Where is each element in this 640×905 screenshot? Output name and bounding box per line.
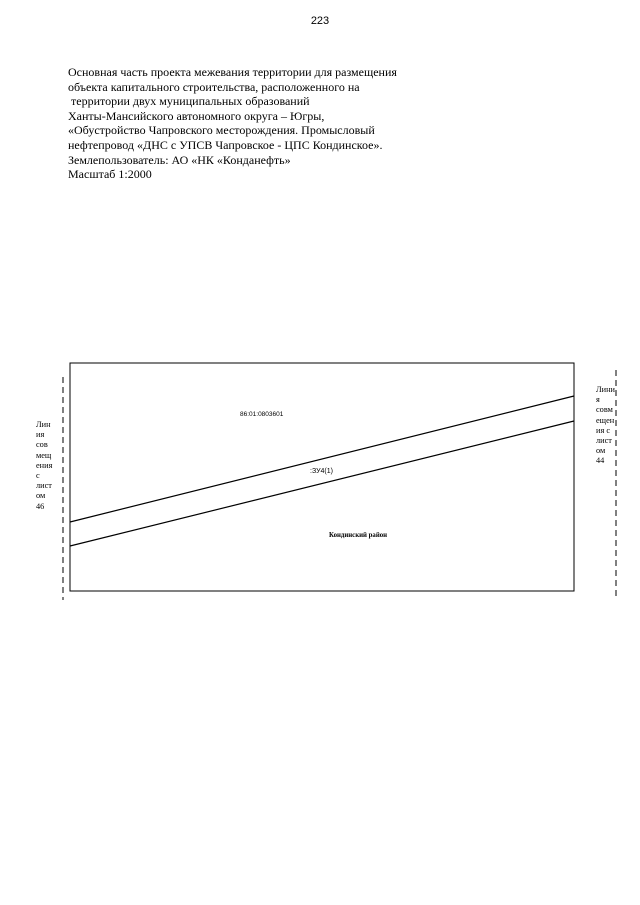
match-label-text: 44: [596, 456, 605, 466]
match-label-text: мещ: [36, 450, 52, 460]
parcel-label: :ЗУ4(1): [310, 468, 333, 475]
match-label-text: Лини: [596, 385, 615, 394]
scale-line: Масштаб 1:2000: [68, 167, 152, 182]
match-label-text: ия: [36, 430, 45, 440]
map-frame: [70, 363, 574, 591]
left-match-label: [36, 420, 52, 512]
map-drawing: [30, 355, 630, 615]
match-label-text: я: [596, 395, 600, 405]
match-label-text: ия с: [596, 425, 611, 435]
match-label-text: ения: [36, 460, 53, 470]
match-label-text: сов: [36, 440, 48, 450]
page-number: 223: [310, 15, 330, 27]
match-label-text: ом: [596, 446, 606, 456]
title-line: территории двух муниципальных образований: [68, 94, 310, 109]
map-canvas: [30, 355, 630, 615]
match-label-text: с: [36, 471, 40, 481]
title-block: [68, 65, 428, 182]
title-line: нефтепровод «ДНС с УПСВ Чапровское - ЦПС Кондинское».: [68, 137, 383, 152]
match-label-text: ом: [36, 491, 46, 501]
title-line: «Обустройство Чапровского месторождения. Промысловый: [68, 123, 375, 138]
corridor-lower-boundary: [70, 421, 574, 546]
match-label-text: 46: [36, 501, 45, 511]
match-label-text: совм: [596, 405, 613, 415]
corridor-upper-boundary: [70, 396, 574, 522]
title-line: Землепользователь: АО «НК «Конданефть»: [68, 152, 291, 167]
match-label-text: лист: [36, 481, 52, 491]
title-line: Ханты-Мансийского автономного округа – Югры,: [68, 108, 325, 123]
match-label-text: ещен: [596, 415, 615, 425]
district-label: Кондинский район: [329, 532, 388, 539]
cadastral-block-label: 86:01:0803601: [240, 411, 284, 418]
right-match-label: [596, 385, 615, 467]
title-line: объекта капитального строительства, расположенного на: [68, 79, 360, 94]
match-label-text: лист: [596, 436, 612, 446]
title-line: Основная часть проекта межевания территории для размещения: [68, 65, 397, 79]
match-label-text: Лин: [36, 420, 51, 429]
